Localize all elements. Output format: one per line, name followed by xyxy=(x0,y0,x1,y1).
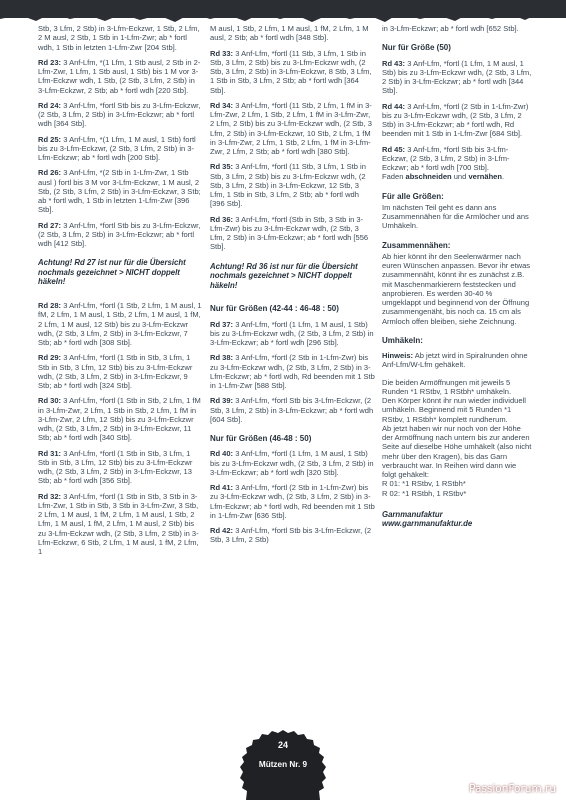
all-sizes-heading: Für alle Größen: xyxy=(382,191,444,201)
finish-text-d: . xyxy=(502,172,505,182)
finish-text-c: und xyxy=(451,172,469,182)
round-label: Rd 33: xyxy=(210,48,234,58)
round-text: 3 Anf-Lfm, *(1 Lfm, 1 Stb ausl, 2 Stb in 2-Lfm-Zwr, 1 Lfm, 1 Stb ausl, 1 Stb) bis 1 M vor 3-Lfm-Eckzwr wdh, 1 Stb, (2 Stb, 3 Lfm, 2 Stb) in 3-Lfm-Eckzwr, 2 Stb; ab * fortl wdh [220 Stb]. xyxy=(38,57,201,95)
round-label: Rd 43: xyxy=(382,58,406,68)
round-23 xyxy=(38,58,203,95)
round-text: 3 Anf-Lfm, *fortl (2 Stb in 1-Lfm-Zwr) bis zu 3-Lfm-Eckzwr wdh, (2 Stb, 3 Lfm, 2 Stb) in 3-Lfm-Eckzwr; ab * fortl wdh, Rd beenden mit 1 Stb in 1-Lfm-Zwr [588 Stb]. xyxy=(210,353,375,391)
watermark: PassionForum.ru xyxy=(469,783,556,795)
finish-text-a: Faden xyxy=(382,172,406,182)
round-label: Rd 45: xyxy=(382,144,406,154)
round-text: 3 Anf-Lfm, *(1 Lfm, 1 M ausl, 1 Stb) fortl bis zu 3-Lfm-Eckzwr, (2 Stb, 3 Lfm, 2 Stb) in 3-Lfm-Eckzwr; ab * fortl wdh [200 Stb]. xyxy=(38,134,196,162)
round-41 xyxy=(210,483,375,520)
round-44 xyxy=(382,102,532,139)
round-text: 3 Anf-Lfm, *fortl (1 Stb in Stb, 3 Lfm, 1 Stb in Stb, 3 Lfm, 12 Stb) bis zu 3-Lfm-Eckzwr wdh, (2 Stb, 3 Lfm, 2 Stb) in 3-Lfm-Eckzwr, 9 Stb; ab * fortl wdh [324 Stb]. xyxy=(38,353,193,391)
round-45 xyxy=(382,145,532,173)
round-text: 3 Anf-Lfm, *fortl Stb bis zu 3-Lfm-Eckzwr, (2 Stb, 3 Lfm, 2 Stb) in 3-Lfm-Eckzwr; ab * fortl wdh [412 Stb]. xyxy=(38,220,201,248)
round-label: Rd 34: xyxy=(210,100,234,110)
round-text: 3 Anf-Lfm, *fortl (1 Lfm, 1 M ausl, 1 Stb) bis zu 3-Lfm-Eckzwr wdh, (2 Stb, 3 Lfm, 2 Stb) in 3-Lfm-Eckzwr; ab * fortl wdh [344 Stb]. xyxy=(382,58,532,96)
round-24 xyxy=(38,101,203,129)
edging-heading: Umhäkeln: xyxy=(382,335,423,345)
round-text: 3 Anf-Lfm, *fortl Stb bis zu 3-Lfm-Eckzwr, (2 Stb, 3 Lfm, 2 Stb) in 3-Lfm-Eckzwr; ab * fortl wdh [364 Stb]. xyxy=(38,100,201,129)
round-25 xyxy=(38,135,203,163)
sewing-text: Ab hier könnt ihr den Seelenwärmer nach euren Wünschen anpassen. Bevor ihr etwas zusammennäht, könnt ihr es zunächst z.B. mit Maschenmarkierern feststecken und anprobieren. Es werden 30-40 % umgeklappt und beginnend von der Öffnung zusammengenäht, bis noch ca. 15 cm als Armloch offen bleiben, siehe Zeichnung. xyxy=(382,251,531,326)
round-text: 3 Anf-Lfm, *fortl (11 Stb, 2 Lfm, 1 fM in 3-Lfm-Zwr, 2 Lfm, 1 Stb, 2 Lfm, 1 fM in 3-Lfm-Zwr, 2 Lfm, 2 Stb) bis zu 3-Lfm-Eckzwr wdh, (2 Stb, 3 Lfm, 2 Stb) in 3-Lfm-Eckzwr, 10 Stb, 2 Lfm, 1 fM in 3-Lfm-Zwr, 2 Lfm, 1 Stb, 2 Lfm, 1 fM in 3-Lfm-Zwr, 2 Lfm, 2 Stb; ab * fortl wdh [380 Stb]. xyxy=(210,100,372,156)
page-footer-badge xyxy=(236,728,330,800)
round-label: Rd 28: xyxy=(38,301,62,311)
round-text: 3 Anf-Lfm, *fortl (1 Stb, 2 Lfm, 1 M ausl, 1 fM, 2 Lfm, 1 M ausl, 1 Stb, 2 Lfm, 1 M ausl, 1 fM, 2 Lfm, 1 M ausl, 12 Stb) bis zu 3-Lfm-Eckzwr wdh, (2 Stb, 3 Lfm, 2 Stb) in 3-Lfm-Eckzwr, 7 Stb; ab * fortl wdh [308 Stb]. xyxy=(38,301,202,348)
row-02: R 02: *1 RStbh, 1 RStbv* xyxy=(382,488,467,498)
finish-weave: vernähen xyxy=(468,172,502,182)
round-text: 3 Anf-Lfm, *fortl (1 Lfm, 1 M ausl, 1 Stb) bis zu 3-Lfm-Eckzwr wdh, (2 Stb, 3 Lfm, 2 Stb) in 3-Lfm-Eckzwr; ab * fortl wdh [320 Stb]. xyxy=(210,449,374,477)
round-text: 3 Anf-Lfm, *fortl (11 Stb, 3 Lfm, 1 Stb in Stb, 3 Lfm, 2 Stb) bis zu 3-Lfm-Eckzwr wdh, (2 Stb, 3 Lfm, 2 Stb) in 3-Lfm-Eckzwr, 12 Stb, 3 Lfm, 1 Stb in Stb, 3 Lfm, 2 Stb; ab * fortl wdh [396 Stb]. xyxy=(210,162,366,209)
column-2 xyxy=(210,24,375,551)
round-30 xyxy=(38,396,203,442)
round-29 xyxy=(38,353,203,390)
round-36 xyxy=(210,215,375,252)
all-sizes-text: Im nächsten Teil geht es dann ans Zusammennähen für die Armlöcher und ans Umhäkeln. xyxy=(382,202,529,231)
round-text: 3 Anf-Lfm, *fortl (2 Stb in 1-Lfm-Zwr) bis zu 3-Lfm-Eckzwr wdh, (2 Stb, 3 Lfm, 2 Stb) in 3-Lfm-Eckzwr; ab * fortl wdh, Rd beenden mit 1 Stb in 1-Lfm-Zwr [636 Stb]. xyxy=(210,483,375,520)
round-40 xyxy=(210,449,375,477)
round-42 xyxy=(210,526,375,545)
round-label: Rd 40: xyxy=(210,449,234,459)
round-text: 3 Anf-Lfm, *(2 Stb in 1-Lfm-Zwr, 1 Stb ausl ) fortl bis 3 M vor 3-Lfm-Eckzwr, 1 M ausl, 2 Stb, (2 Stb, 3 Lfm, 2 Stb) in 3-Lfm-Eckzwr, 3 Stb; ab * fortl wdh, 1 Stb in letzten 1-Lfm-Zwr [396 Stb]. xyxy=(38,168,201,215)
round-28 xyxy=(38,301,203,347)
size-heading-46-50: Nur für Größen (46-48 : 50) xyxy=(210,434,312,444)
round-33 xyxy=(210,49,375,95)
round-text: 3 Anf-Lfm, *fortl (Stb in Stb, 3 Stb in 3-Lfm-Zwr) bis zu 3-Lfm-Eckzwr wdh, (2 Stb, 3 Lfm, 2 Stb) in 3-Lfm-Eckzwr; ab * fortl wdh [556 Stb]. xyxy=(210,214,369,252)
round-35 xyxy=(210,162,375,208)
round-label: Rd 38: xyxy=(210,353,234,363)
edging-text-2: Den Körper könnt ihr nun wieder individuell umhäkeln. Beginnend mit 5 Runden *1 RStbv, 1 RStbh* komplett rundherum. xyxy=(382,396,526,424)
round-32 xyxy=(38,492,203,557)
round-label: Rd 25: xyxy=(38,134,62,144)
round-text: 3 Anf-Lfm, *fortl (1 Stb in Stb, 3 Lfm, 1 Stb in Stb, 3 Lfm, 12 Stb) bis zu 3-Lfm-Eckzwr wdh, (2 Stb, 3 Lfm, 2 Stb) in 3-Lfm-Eckzwr, 13 Stb; ab * fortl wdh [356 Stb]. xyxy=(38,448,193,486)
round-label: Rd 39: xyxy=(210,396,234,406)
round-label: Rd 30: xyxy=(38,396,62,406)
hint-label: Hinweis: xyxy=(382,351,414,360)
edging-text-1: Die beiden Armöffnungen mit jeweils 5 Runden *1 RStbv, 1 RStbh* umhäkeln. xyxy=(382,377,512,396)
round-label: Rd 31: xyxy=(38,448,62,458)
round-label: Rd 44: xyxy=(382,101,406,111)
round-text: 3 Anf-Lfm, *fortl Stb bis 3-Lfm-Eckzwr, (2 Stb, 3 Lfm, 2 Stb) in 3-Lfm-Eckzwr; ab * fortl wdh [604 Stb]. xyxy=(210,396,374,424)
page-number: 24 xyxy=(277,740,288,750)
round-27 xyxy=(38,221,203,249)
hint-paragraph xyxy=(382,351,532,370)
round-label: Rd 23: xyxy=(38,57,62,67)
round-label: Rd 35: xyxy=(210,162,234,172)
round-text: 3 Anf-Lfm, *fortl (1 Stb in Stb, 2 Lfm, 1 fM in 3-Lfm-Zwr, 2 Lfm, 1 Stb in Stb, 2 Lfm, 1 fM in 3-Lfm-Zwr, 2 Lfm, 12 Stb) bis zu 3-Lfm-Eckzwr wdh, (2 Stb, 3 Lfm, 2 Stb) in 3-Lfm-Eckzwr, 11 Stb; ab * fortl wdh [340 Stb]. xyxy=(38,396,201,443)
round-label: Rd 36: xyxy=(210,214,234,224)
size-heading-50: Nur für Größe (50) xyxy=(382,43,451,53)
round-26 xyxy=(38,168,203,214)
round-label: Rd 41: xyxy=(210,483,234,493)
round-text: 3 Anf-Lfm, *fortl Stb bis 3-Lfm-Eckzwr, (2 Stb, 3 Lfm, 2 Stb) xyxy=(210,526,372,545)
size-heading-42-50: Nur für Größen (42-44 : 46-48 : 50) xyxy=(210,304,339,314)
round-label: Rd 26: xyxy=(38,168,62,178)
round-text: 3 Anf-Lfm, *fortl (1 Stb in Stb, 3 Stb in 3-Lfm-Zwr, 1 Stb in Stb, 3 Stb in 3-Lfm-Zwr, 3 Stb, 2 Lfm, 1 M ausl, 1 fM, 2 Lfm, 1 M ausl, 1 Stb, 2 Lfm, 1 M ausl, 1 fM, 2 Lfm, 1 M ausl, 2 Stb) bis zu 3-Lfm-Eckzwr wdh, (2 Stb, 3 Lfm, 2 Stb) in 3-Lfm-Eckzwr, 6 Stb, 2 Lfm, 1 M ausl, 1 fM, 2 Lfm, 1 xyxy=(38,491,199,557)
round-37 xyxy=(210,320,375,348)
credit-name: Garnmanufaktur xyxy=(382,509,443,519)
magazine-title: Mützen Nr. 9 xyxy=(258,760,308,769)
credit-url: www.garnmanufaktur.de xyxy=(382,519,473,529)
round-label: Rd 24: xyxy=(38,100,62,110)
column-1 xyxy=(38,24,203,562)
hint-text: Ab jetzt wird in Spiralrunden ohne Anf-Lfm/W-Lfm gehäkelt. xyxy=(382,351,528,370)
sewing-heading: Zusammennähen: xyxy=(382,240,451,250)
round-text: 3 Anf-Lfm, *fortl (1 Lfm, 1 M ausl, 1 Stb) bis zu 3-Lfm-Eckzwr wdh, (2 Stb, 3 Lfm, 2 Stb) in 3-Lfm-Eckzwr; ab * fortl wdh [296 Stb]. xyxy=(210,319,374,348)
round-34 xyxy=(210,101,375,157)
warning-note-rd36: Achtung! Rd 36 ist nur für die Übersicht nochmals gezeichnet > NICHT doppelt häkeln! xyxy=(210,261,358,290)
finish-cut: abschneiden xyxy=(405,172,452,182)
col3-intro: in 3-Lfm-Eckzwr; ab * fortl wdh [652 Stb]. xyxy=(382,24,519,33)
round-31 xyxy=(38,449,203,486)
col2-intro: M ausl, 1 Stb, 2 Lfm, 1 M ausl, 1 fM, 2 Lfm, 1 M ausl, 2 Stb; ab * fortl wdh [348 Stb]. xyxy=(210,24,369,43)
round-text: 3 Anf-Lfm, *fortl (11 Stb, 3 Lfm, 1 Stb in Stb, 3 Lfm, 2 Stb) bis zu 3-Lfm-Eckzwr wdh, (2 Stb, 3 Lfm, 2 Stb) in 3-Lfm-Eckzwr, 8 Stb, 3 Lfm, 1 Stb in Stb, 3 Lfm, 2 Stb; ab * fortl wdh [364 Stb]. xyxy=(210,48,372,95)
finish-instruction xyxy=(382,172,532,181)
round-38 xyxy=(210,353,375,390)
round-label: Rd 27: xyxy=(38,220,62,230)
round-39 xyxy=(210,396,375,424)
round-43 xyxy=(382,59,532,96)
warning-note-rd27: Achtung! Rd 27 ist nur für die Übersicht nochmals gezeichnet > NICHT doppelt häkeln! xyxy=(38,258,186,287)
top-decorative-band xyxy=(0,0,566,18)
round-text: 3 Anf-Lfm, *fortl Stb bis 3-Lfm-Eckzwr, (2 Stb, 3 Lfm, 2 Stb) in 3-Lfm-Eckzwr; ab * fortl wdh [700 Stb]. xyxy=(382,144,510,172)
edging-text-3: Ab jetzt haben wir nur noch von der Höhe der Armöffnung nach untern bis zur anderen Seite auf dieselbe Höhe umhäkelt (also nicht mehr über den Kragen), bis das Garn verbraucht war. In Reihen wird dann wie folgt gehäkelt: xyxy=(382,423,532,479)
round-label: Rd 32: xyxy=(38,491,62,501)
round-text: 3 Anf-Lfm, *fortl (2 Stb in 1-Lfm-Zwr) bis zu 3-Lfm-Eckzwr wdh, (2 Stb, 3 Lfm, 2 Stb) in 3-Lfm-Eckzwr; ab * fortl wdh, Rd beenden mit 1 Stb in 1-Lfm-Zwr [684 Stb]. xyxy=(382,101,529,139)
col1-intro: Stb, 3 Lfm, 2 Stb) in 3-Lfm-Eckzwr, 1 Stb, 2 Lfm, 2 M ausl, 2 Stb, 1 Stb in 1-Lfm-Zwr; ab * fortl wdh, 1 Stb in letzten 1-Lfm-Zwr [204 Stb]. xyxy=(38,24,200,52)
round-label: Rd 29: xyxy=(38,353,62,363)
row-01: R 01: *1 RStbv, 1 RStbh* xyxy=(382,479,466,489)
round-label: Rd 42: xyxy=(210,526,234,536)
column-3 xyxy=(382,24,532,529)
round-label: Rd 37: xyxy=(210,319,234,329)
